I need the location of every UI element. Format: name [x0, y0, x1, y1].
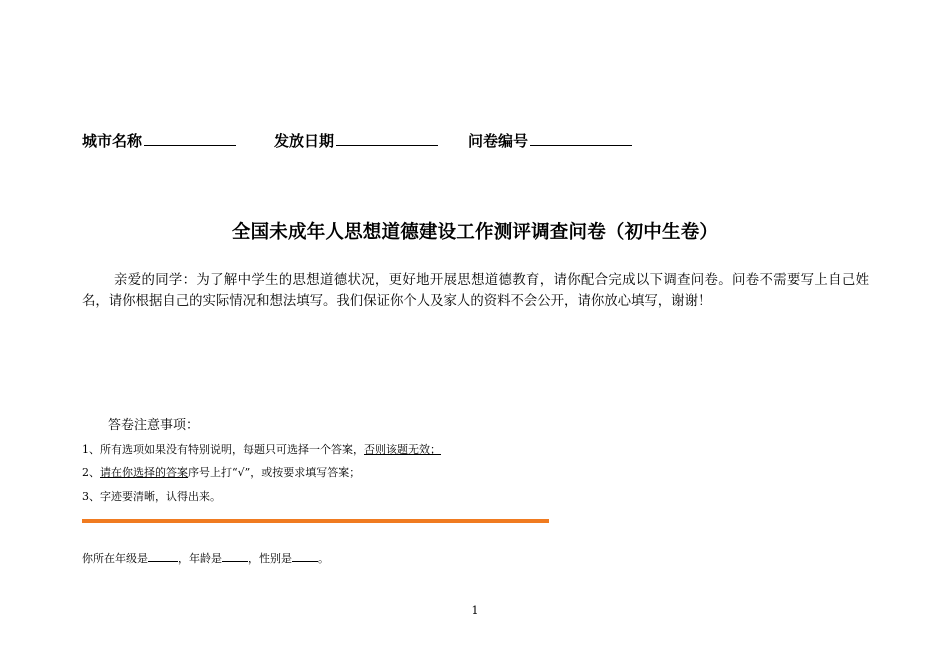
grade-blank[interactable]: [148, 550, 178, 562]
notes-heading: 答卷注意事项：: [108, 418, 200, 433]
basic-info-end: 。: [318, 552, 329, 565]
basic-info-line: [82, 550, 329, 566]
number-field: [468, 130, 632, 151]
age-blank[interactable]: [222, 550, 248, 562]
note-2-prefix: 2、: [82, 466, 100, 479]
page-title: 全国未成年人思想道德建设工作测评调查问卷（初中生卷）: [231, 222, 719, 243]
number-blank[interactable]: [530, 130, 632, 146]
note-1-text: 1、所有选项如果没有特别说明，每题只可选择一个答案，: [82, 443, 364, 456]
gender-blank[interactable]: [292, 550, 318, 562]
city-blank[interactable]: [144, 130, 236, 146]
city-field: [82, 130, 236, 151]
grade-label: 你所在年级是: [82, 552, 148, 565]
note-item-1: [82, 441, 441, 457]
age-label: ，年龄是: [178, 552, 222, 565]
note-2-underlined: 请在你选择的答案: [100, 466, 188, 479]
note-item-3: 3、字迹要清晰，认得出来。: [82, 490, 221, 503]
number-label: 问卷编号: [468, 132, 529, 150]
note-item-2: [82, 464, 360, 480]
page-number: 1: [471, 604, 479, 617]
orange-divider: [82, 519, 549, 523]
city-label: 城市名称: [82, 132, 143, 150]
gender-label: ，性别是: [248, 552, 292, 565]
note-1-underlined: 否则该题无效；: [364, 443, 441, 456]
note-2-text: 序号上打“√”，或按要求填写答案；: [188, 466, 361, 479]
header-fields: [82, 130, 632, 151]
date-label: 发放日期: [274, 132, 335, 150]
intro-paragraph: 亲爱的同学：为了解中学生的思想道德状况，更好地开展思想道德教育，请你配合完成以下调查问卷。问卷不需要写上自己姓名，请你根据自己的实际情况和想法填写。我们保证你个人及家人的资料不会公开，请你放心填写，谢谢！: [82, 273, 869, 309]
date-field: [274, 130, 438, 151]
date-blank[interactable]: [336, 130, 438, 146]
